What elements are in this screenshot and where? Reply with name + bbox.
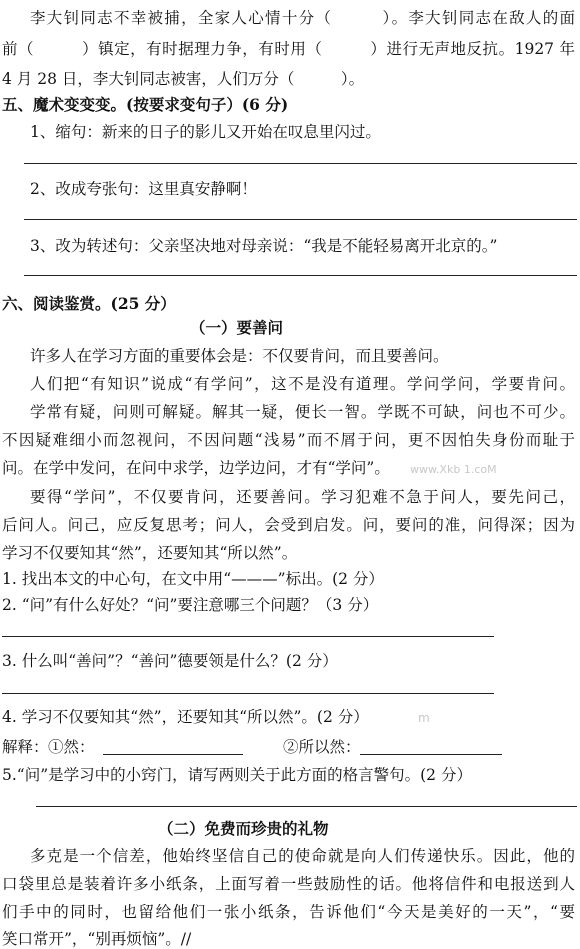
section5-question-2: 2、改成夸张句：这里真安静啊！ <box>30 180 257 198</box>
passage1-question-4: 4. 学习不仅要知其“然”，还要知其“所以然”。(2 分） <box>2 708 369 726</box>
blank-label-ran: ①然： <box>48 738 95 756</box>
blank-label-suoyiran: ②所以然： <box>283 738 361 756</box>
answer-line-5-3[interactable] <box>24 275 577 276</box>
passage1-question-1: 1. 找出本文的中心句，在文中用“———”标出。(2 分） <box>2 570 384 588</box>
passage1-line-2: 人们把“有知识”说成“有学问”，这不是没有道理。学问学问，学要肯问。 <box>30 375 575 393</box>
passage1-line-1: 许多人在学习方面的重要体会是：不仅要肯问，而且要善问。 <box>30 347 449 365</box>
passage2-line-2: 口袋里总是装着许多小纸条，上面写着一些鼓励性的话。他将信件和电报送到人 <box>2 875 575 893</box>
passage2-line-1: 多克是一个信差，他始终坚信自己的使命就是向人们传递快乐。因此，他的 <box>30 847 575 865</box>
passage2-line-3: 们手中的同时，也留给他们一张小纸条，告诉他们“今天是美好的一天”，“要 <box>2 903 575 921</box>
intro-line-1: 李大钊同志不幸被捕，全家人心情十分（ ）。李大钊同志在敌人的面 <box>30 9 575 27</box>
intro-line-2: 前（ ）镇定，有时据理力争，有时用（ ）进行无声地反抗。1927 年 <box>2 40 575 58</box>
answer-line-6-2[interactable] <box>2 636 494 637</box>
passage2-line-4: 笑口常开”，“别再烦恼”。// <box>2 930 192 948</box>
answer-line-6-5[interactable] <box>36 806 577 807</box>
section5-heading: 五、魔术变变变。(按要求变句子）(6 分) <box>2 95 289 114</box>
section6-heading: 六、阅读鉴赏。(25 分） <box>2 294 176 313</box>
section5-question-3: 3、改为转述句：父亲坚决地对母亲说：“我是不能轻易离开北京的。” <box>30 237 498 255</box>
answer-line-5-1[interactable] <box>24 163 577 164</box>
watermark: www.Xkb 1.coM <box>410 463 497 476</box>
passage1-line-8: 学习不仅要知其“然”，还要知其“所以然”。 <box>2 544 298 562</box>
passage1-line-7: 后问人。问己，应反复思考；问人，会受到启发。问，要问的准，问得深；因为 <box>2 516 575 534</box>
passage1-question-5: 5.“问”是学习中的小窍门，请写两则关于此方面的格言警句。(2 分） <box>2 766 472 784</box>
question-4-mark: m <box>418 711 430 725</box>
passage1-title: （一）要善问 <box>190 318 284 337</box>
answer-line-5-2[interactable] <box>24 219 577 220</box>
passage1-line-3: 学常有疑，问则可解疑。解其一疑，便长一智。学既不可缺，问也不可少。 <box>30 403 575 421</box>
passage2-title: （二）免费而珍贵的礼物 <box>158 819 329 838</box>
passage1-line-5: 问。在学中发问，在问中求学，边学边问，才有“学问”。 <box>2 459 390 477</box>
intro-line-3: 4 月 28 日，李大钊同志被害，人们万分（ ）。 <box>2 70 365 88</box>
answer-line-6-3[interactable] <box>2 693 494 694</box>
explain-label: 解释： <box>2 738 49 756</box>
section5-question-1: 1、缩句：新来的日子的影儿又开始在叹息里闪过。 <box>30 123 381 141</box>
passage1-line-6: 要得“学问”，不仅要肯问，还要善问。学习犯难不急于问人，要先问己， <box>30 488 575 506</box>
passage1-line-4: 不因疑难细小而忽视问，不因问题“浅易”而不屑于问，更不因怕失身份而耻于 <box>2 431 575 449</box>
answer-blank-ran[interactable] <box>103 754 243 755</box>
answer-blank-suoyiran[interactable] <box>360 754 502 755</box>
passage1-question-2: 2. “问”有什么好处？“问”要注意哪三个问题？（3 分） <box>2 596 379 614</box>
passage1-question-3: 3. 什么叫“善问”？“善问”德要领是什么？(2 分） <box>2 652 338 670</box>
